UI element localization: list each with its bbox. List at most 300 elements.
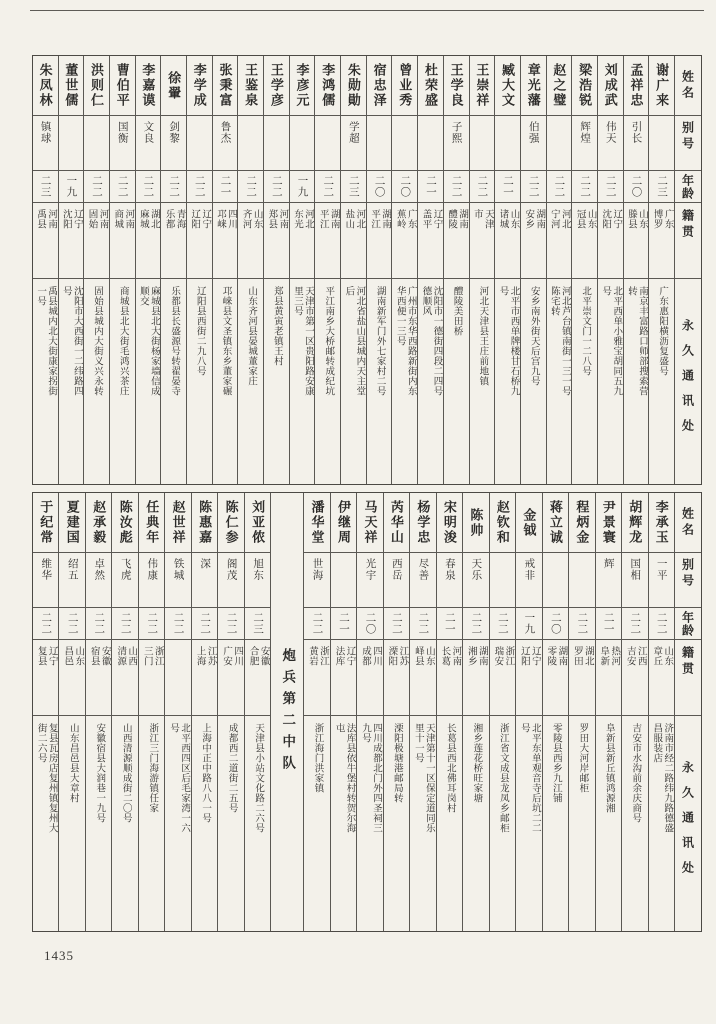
person-name: 芮华山 xyxy=(384,493,409,553)
person-name: 刘亚侬 xyxy=(245,493,270,553)
person-name: 宿忠泽 xyxy=(367,56,392,116)
person-address: 邛崃县文圣镇东乡董家碾 xyxy=(220,286,231,396)
person-age: 二二 xyxy=(569,608,594,640)
roster-table-top xyxy=(32,55,702,485)
person-alias xyxy=(543,553,568,608)
person-column xyxy=(595,493,621,931)
header-origin-label: 籍贯 xyxy=(675,203,701,279)
person-column xyxy=(303,493,329,931)
person-column xyxy=(648,493,674,931)
person-name: 陈仁参 xyxy=(218,493,243,553)
person-origin: 山西清源 xyxy=(112,640,137,716)
person-column xyxy=(340,56,366,484)
person-name: 陈汝彪 xyxy=(112,493,137,553)
person-address: 商城县北大街毛鸿兴茶庄 xyxy=(117,286,128,396)
person-origin: 江苏溧阳 xyxy=(384,640,409,716)
person-address: 安乡南外街天后宫九号 xyxy=(528,286,539,386)
person-address: 广州市东华西路新街内东华西便一三号 xyxy=(394,286,416,396)
person-origin: 四川邛崃 xyxy=(213,203,238,279)
header-age-label: 年龄 xyxy=(675,171,701,203)
person-address: 禹县城内北大街康家拐街一号 xyxy=(35,286,57,396)
person-alias: 镇球 xyxy=(33,116,58,171)
person-alias xyxy=(315,116,340,171)
person-alias: 一平 xyxy=(649,553,674,608)
person-name: 陈帅 xyxy=(463,493,488,553)
person-alias: 卓然 xyxy=(86,553,111,608)
person-address: 安徽宿县大润巷一九号 xyxy=(94,723,105,823)
person-alias xyxy=(59,116,84,171)
person-column xyxy=(489,493,515,931)
person-name: 王崇祥 xyxy=(470,56,495,116)
person-name: 马天祥 xyxy=(357,493,382,553)
person-age: 二二 xyxy=(165,608,190,640)
person-origin: 湖南平江 xyxy=(367,203,392,279)
person-age: 二〇 xyxy=(543,608,568,640)
person-age: 一九 xyxy=(516,608,541,640)
person-name: 朱凤林 xyxy=(33,56,58,116)
person-name: 杨学忠 xyxy=(410,493,435,553)
person-alias: 阁茂 xyxy=(218,553,243,608)
person-column xyxy=(33,56,58,484)
person-name: 王学良 xyxy=(444,56,469,116)
person-address: 河北省盐山县城内天主堂后 xyxy=(343,286,365,396)
person-name: 尹景寰 xyxy=(596,493,621,553)
person-alias: 维华 xyxy=(33,553,58,608)
header-address-label: 永久通讯处 xyxy=(680,761,695,886)
person-age: 二〇 xyxy=(624,171,649,203)
person-age: 二二 xyxy=(84,171,109,203)
person-alias xyxy=(238,116,263,171)
person-name: 王学彦 xyxy=(264,56,289,116)
person-name: 杜荣盛 xyxy=(418,56,443,116)
person-age: 二二 xyxy=(470,171,495,203)
person-origin: 河北宁河 xyxy=(547,203,572,279)
person-name: 朱勋勛 xyxy=(341,56,366,116)
person-alias: 鲁杰 xyxy=(213,116,238,171)
person-name: 王鉴泉 xyxy=(238,56,263,116)
person-column xyxy=(217,493,243,931)
person-alias: 伯强 xyxy=(521,116,546,171)
person-age: 二二 xyxy=(304,608,329,640)
person-alias: 学超 xyxy=(341,116,366,171)
person-alias: 伟天 xyxy=(598,116,623,171)
person-address: 济南市经二路纬九路德盛昌服装店 xyxy=(651,723,673,833)
person-address: 山西清源顺成街二〇号 xyxy=(120,723,131,823)
person-age: 二一 xyxy=(213,171,238,203)
person-origin: 浙江瑞安 xyxy=(490,640,515,716)
person-age: 二二 xyxy=(161,171,186,203)
person-address: 醴陵美田桥 xyxy=(451,286,462,336)
person-address: 浙江三门海游镇任家 xyxy=(147,723,158,813)
person-alias: 子熙 xyxy=(444,116,469,171)
person-column xyxy=(330,493,356,931)
person-age: 二二 xyxy=(139,608,164,640)
person-column xyxy=(58,493,84,931)
person-address: 四川成都北门外四圣祠三九号 xyxy=(359,723,381,833)
person-address: 北平东单观音寺后坑二二号 xyxy=(518,723,540,833)
header-address-label: 永久通讯处 xyxy=(680,319,695,444)
person-origin: 浙江三门 xyxy=(139,640,164,716)
person-column xyxy=(244,493,270,931)
person-origin: 安徽合肥 xyxy=(245,640,270,716)
person-alias xyxy=(264,116,289,171)
person-address: 浙江海门洪家镇 xyxy=(312,723,323,793)
person-name: 潘华堂 xyxy=(304,493,329,553)
person-age: 二〇 xyxy=(367,171,392,203)
person-column xyxy=(135,56,161,484)
person-name: 李鸿儒 xyxy=(315,56,340,116)
person-age: 二二 xyxy=(238,171,263,203)
person-column xyxy=(462,493,488,931)
person-column xyxy=(571,56,597,484)
person-alias: 尽善 xyxy=(410,553,435,608)
person-origin: 热河阜新 xyxy=(596,640,621,716)
unit-divider-cell xyxy=(271,493,303,931)
person-origin: 山东冠县 xyxy=(572,203,597,279)
person-alias: 飞虎 xyxy=(112,553,137,608)
person-name: 程炳金 xyxy=(569,493,594,553)
person-alias: 伟康 xyxy=(139,553,164,608)
person-age: 二二 xyxy=(490,608,515,640)
person-address: 复县瓦房店复州镇复州大街二六号 xyxy=(35,723,57,833)
person-name: 李彦元 xyxy=(290,56,315,116)
person-origin: 天津市 xyxy=(470,203,495,279)
person-column xyxy=(237,56,263,484)
person-column xyxy=(366,56,392,484)
person-address: 固始县城内大街义兴永转 xyxy=(92,286,103,396)
person-address: 郑县黄寅老镇王村 xyxy=(271,286,282,366)
person-address: 天津市第一区贵阳路安康里三号 xyxy=(292,286,314,396)
person-address: 河北芦台镇南街一三一号陈宅转 xyxy=(548,286,570,396)
person-column xyxy=(520,56,546,484)
person-column xyxy=(546,56,572,484)
roster-table-bottom xyxy=(32,492,702,932)
unit-label: 炮兵第二中队 xyxy=(280,647,296,777)
person-age: 一九 xyxy=(59,171,84,203)
person-alias xyxy=(547,116,572,171)
person-age: 二一 xyxy=(331,608,356,640)
person-column xyxy=(436,493,462,931)
person-age: 二二 xyxy=(410,608,435,640)
person-column xyxy=(356,493,382,931)
header-age-label: 年龄 xyxy=(675,608,701,640)
person-address: 法库县依牛堡村转贺尔海屯 xyxy=(333,723,355,833)
person-origin: 山东章丘 xyxy=(649,640,674,716)
header-name-label: 姓名 xyxy=(675,56,701,116)
person-address: 广东惠阳横沥复盛号 xyxy=(657,286,668,376)
person-name: 洪则仁 xyxy=(84,56,109,116)
person-name: 徐翬 xyxy=(161,56,186,116)
person-origin: 四川广安 xyxy=(218,640,243,716)
person-name: 赵世祥 xyxy=(165,493,190,553)
person-address: 罗田大河岸邮柜 xyxy=(577,723,588,793)
person-origin: 湖南安乡 xyxy=(521,203,546,279)
person-alias: 国衡 xyxy=(110,116,135,171)
header-name-label: 姓名 xyxy=(675,493,701,553)
person-age: 二三 xyxy=(341,171,366,203)
person-origin: 河南商城 xyxy=(110,203,135,279)
header-origin-label: 籍贯 xyxy=(675,640,701,716)
person-origin: 山东峄县 xyxy=(410,640,435,716)
person-alias xyxy=(569,553,594,608)
person-age: 二二 xyxy=(547,171,572,203)
person-column xyxy=(494,56,520,484)
person-origin: 四川成都 xyxy=(357,640,382,716)
person-origin: 安徽宿县 xyxy=(86,640,111,716)
person-origin: 湖南平江 xyxy=(315,203,340,279)
person-name: 夏建国 xyxy=(59,493,84,553)
person-alias xyxy=(490,553,515,608)
header-column xyxy=(674,493,701,931)
person-age: 二二 xyxy=(384,608,409,640)
person-age: 二二 xyxy=(110,171,135,203)
person-name: 宋明浚 xyxy=(437,493,462,553)
person-origin: 山东齐河 xyxy=(238,203,263,279)
person-alias: 辉煌 xyxy=(572,116,597,171)
person-origin: 辽宁复县 xyxy=(33,640,58,716)
person-alias: 旭东 xyxy=(245,553,270,608)
person-age: 二二 xyxy=(59,608,84,640)
person-age: 二三 xyxy=(33,171,58,203)
person-column xyxy=(623,56,649,484)
person-age: 二〇 xyxy=(392,171,417,203)
person-origin: 湖南湘乡 xyxy=(463,640,488,716)
person-address: 南京丰富路口师部搜索营转 xyxy=(625,286,647,396)
person-column xyxy=(85,493,111,931)
person-age: 二一 xyxy=(437,608,462,640)
person-address: 湘乡莲花桥旺家塘 xyxy=(471,723,482,803)
person-name: 李嘉谟 xyxy=(136,56,161,116)
person-address: 天津县小站文化路二六号 xyxy=(253,723,264,833)
person-alias xyxy=(470,116,495,171)
person-alias: 文良 xyxy=(136,116,161,171)
person-address: 溧阳极塘港邮局转 xyxy=(391,723,402,803)
person-address: 北平西四区后毛家湾一六号 xyxy=(168,723,190,833)
person-alias xyxy=(367,116,392,171)
person-address: 辽阳县西街二九八号 xyxy=(194,286,205,376)
person-name: 章光藩 xyxy=(521,56,546,116)
person-address: 山东昌邑县大章村 xyxy=(67,723,78,803)
person-address: 零陵县西乡九江铺 xyxy=(550,723,561,803)
person-name: 胡辉龙 xyxy=(622,493,647,553)
person-age: 二二 xyxy=(33,608,58,640)
person-age: 二二 xyxy=(315,171,340,203)
person-origin: 辽宁法库 xyxy=(331,640,356,716)
person-column xyxy=(383,493,409,931)
person-alias xyxy=(495,116,520,171)
person-alias: 辉 xyxy=(596,553,621,608)
person-address: 山东齐河县晏城董家庄 xyxy=(246,286,257,386)
person-address: 麻城县北大街杨家墙信成顺交 xyxy=(137,286,159,396)
person-name: 陈惠嘉 xyxy=(192,493,217,553)
person-column xyxy=(160,56,186,484)
person-age: 二三 xyxy=(649,171,674,203)
person-age: 二二 xyxy=(444,171,469,203)
person-column xyxy=(409,493,435,931)
person-address: 阜新县新丘镇鸿源湘 xyxy=(603,723,614,813)
person-origin: 辽宁辽阳 xyxy=(187,203,212,279)
person-origin: 山东滕县 xyxy=(624,203,649,279)
person-address: 上海中正中路八八一号 xyxy=(200,723,211,823)
person-age: 二〇 xyxy=(357,608,382,640)
person-origin: 湖南零陵 xyxy=(543,640,568,716)
person-origin: 广东蕉岭 xyxy=(392,203,417,279)
person-column xyxy=(621,493,647,931)
person-column xyxy=(391,56,417,484)
person-address: 吉安市水沟前余庆商号 xyxy=(630,723,641,823)
person-age: 二二 xyxy=(598,171,623,203)
person-name: 于纪常 xyxy=(33,493,58,553)
person-origin: 辽宁盖平 xyxy=(418,203,443,279)
person-alias xyxy=(187,116,212,171)
person-age: 二二 xyxy=(649,608,674,640)
person-alias xyxy=(290,116,315,171)
person-name: 赵钦和 xyxy=(490,493,515,553)
person-column xyxy=(186,56,212,484)
person-column xyxy=(417,56,443,484)
person-origin: 辽宁辽阳 xyxy=(516,640,541,716)
person-age: 二二 xyxy=(86,608,111,640)
person-age: 二二 xyxy=(218,608,243,640)
person-address: 浙江省文成县龙凤乡邮柜 xyxy=(497,723,508,833)
person-alias: 光宇 xyxy=(357,553,382,608)
header-alias-label: 别号 xyxy=(675,553,701,608)
person-column xyxy=(314,56,340,484)
person-address: 北平西单小雅宝胡同五九号 xyxy=(600,286,622,396)
person-alias: 春泉 xyxy=(437,553,462,608)
person-age: 二二 xyxy=(572,171,597,203)
person-name: 孟祥忠 xyxy=(624,56,649,116)
person-origin: 河南禹县 xyxy=(33,203,58,279)
person-name: 曾业秀 xyxy=(392,56,417,116)
person-column xyxy=(212,56,238,484)
person-origin: 青海乐都 xyxy=(161,203,186,279)
person-alias: 绍五 xyxy=(59,553,84,608)
page-top-rule xyxy=(30,10,704,11)
person-column xyxy=(648,56,674,484)
person-alias: 剑黎 xyxy=(161,116,186,171)
person-age: 二二 xyxy=(264,171,289,203)
person-column xyxy=(191,493,217,931)
person-address: 北平崇文门一二八号 xyxy=(580,286,591,376)
person-age: 二一 xyxy=(596,608,621,640)
header-alias-label: 别号 xyxy=(675,116,701,171)
person-column xyxy=(138,493,164,931)
person-age: 二二 xyxy=(521,171,546,203)
person-name: 蒋立诚 xyxy=(543,493,568,553)
person-address: 沈阳市大西街一二纬路四号 xyxy=(60,286,82,396)
person-name: 臧大文 xyxy=(495,56,520,116)
person-alias xyxy=(331,553,356,608)
person-name: 刘成武 xyxy=(598,56,623,116)
person-alias: 国相 xyxy=(622,553,647,608)
person-address: 乐都县长盛源号转翟晏寺 xyxy=(169,286,180,396)
person-origin: 河南固始 xyxy=(84,203,109,279)
person-column xyxy=(109,56,135,484)
person-address: 长葛县西北佛耳岗村 xyxy=(444,723,455,813)
person-origin: 河北盐山 xyxy=(341,203,366,279)
person-name: 任典年 xyxy=(139,493,164,553)
person-origin: 湖北麻城 xyxy=(136,203,161,279)
person-name: 赵承毅 xyxy=(86,493,111,553)
person-address: 河北天津县王庄前地镇 xyxy=(477,286,488,386)
unit-divider xyxy=(270,493,303,931)
person-column xyxy=(568,493,594,931)
person-column xyxy=(33,493,58,931)
person-age: 二二 xyxy=(187,171,212,203)
person-origin: 河南郑县 xyxy=(264,203,289,279)
person-age: 二二 xyxy=(192,608,217,640)
person-column xyxy=(263,56,289,484)
person-age: 一九 xyxy=(290,171,315,203)
person-name: 李承玉 xyxy=(649,493,674,553)
page-number: 1435 xyxy=(44,948,74,963)
header-column xyxy=(674,56,701,484)
person-alias: 西岳 xyxy=(384,553,409,608)
person-name: 李学成 xyxy=(187,56,212,116)
person-address: 北平市西单牌楼甘石桥九号 xyxy=(497,286,519,396)
person-origin: 湖北罗田 xyxy=(569,640,594,716)
person-column xyxy=(164,493,190,931)
person-column xyxy=(289,56,315,484)
person-origin: 广东博罗 xyxy=(649,203,674,279)
person-alias: 深 xyxy=(192,553,217,608)
roster-tables xyxy=(32,55,702,932)
person-age: 二二 xyxy=(136,171,161,203)
person-origin: 浙江黄岩 xyxy=(304,640,329,716)
person-origin: 湖南醴陵 xyxy=(444,203,469,279)
person-alias: 天乐 xyxy=(463,553,488,608)
person-column xyxy=(515,493,541,931)
person-name: 伊继周 xyxy=(331,493,356,553)
person-alias xyxy=(84,116,109,171)
person-address: 成都西二道街二五号 xyxy=(226,723,237,813)
person-column xyxy=(443,56,469,484)
person-address: 平江南乡大桥邮转成纪坑 xyxy=(323,286,334,396)
person-name: 张秉富 xyxy=(213,56,238,116)
person-age: 二二 xyxy=(622,608,647,640)
person-column xyxy=(83,56,109,484)
person-alias: 铁城 xyxy=(165,553,190,608)
person-alias: 世海 xyxy=(304,553,329,608)
person-age: 二二 xyxy=(463,608,488,640)
person-origin: 山东昌邑 xyxy=(59,640,84,716)
person-alias: 戒非 xyxy=(516,553,541,608)
person-name: 董世儒 xyxy=(59,56,84,116)
person-age: 二二 xyxy=(112,608,137,640)
person-column xyxy=(58,56,84,484)
person-name: 曹伯平 xyxy=(110,56,135,116)
person-column xyxy=(111,493,137,931)
person-address: 湖南新军门外七家村二号 xyxy=(374,286,385,396)
person-alias xyxy=(649,116,674,171)
person-address: 沈阳市一德街四段二四号德顺风 xyxy=(420,286,442,396)
person-origin: 河北东光 xyxy=(290,203,315,279)
person-name: 梁浩锐 xyxy=(572,56,597,116)
person-origin xyxy=(165,640,190,716)
person-age: 二一 xyxy=(495,171,520,203)
person-alias xyxy=(418,116,443,171)
person-origin: 河南长葛 xyxy=(437,640,462,716)
person-column xyxy=(542,493,568,931)
person-origin: 辽宁沈阳 xyxy=(598,203,623,279)
person-age: 二三 xyxy=(245,608,270,640)
person-origin: 山东诸城 xyxy=(495,203,520,279)
person-address: 天津第十一区保定道同乐里十一号 xyxy=(412,723,434,833)
person-origin: 江西吉安 xyxy=(622,640,647,716)
person-origin: 江苏上海 xyxy=(192,640,217,716)
person-alias xyxy=(392,116,417,171)
